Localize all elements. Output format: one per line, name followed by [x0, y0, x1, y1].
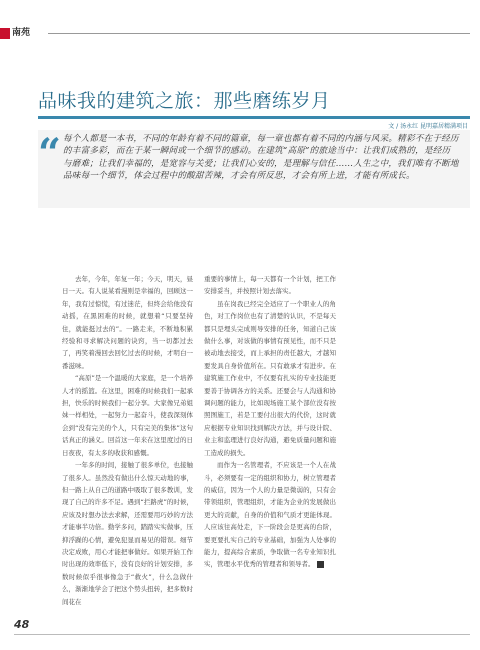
body-column-left	[62, 273, 193, 608]
body-paragraph: 去年，今年，年复一年；今天，明天，昼日一天。有人说某看漫则是幸福的，回顾这一年，我有过惊慌，有过迷茫，但终会给他没有动摇，在黑困难的时候，就想着“只要坚持住，就能挺过去的”。一路走来，不断地积累经验和寻求解决问题的诀窍，当一切都过去了，再笑着漫回去回忆过去的时候，才明白一番滋味。	[62, 275, 193, 370]
lead-paragraph: 每个人都是一本书，不同的年龄有着不同的篇章，每一章也都有着不同的内涵与风采。精彩不在于经历的丰富多彩，而在于某一瞬间或一个细节的感动。在建筑“高原”的旅途当中：让我们成熟的，是经历与磨难；让我们幸福的，是宽容与关爱；让我们心安的，是理解与信任……人生之中，我们唯有不断地品味每一个细节，体会过程中的酸甜苦辣，才会有所反思，才会有所上进，才能有所成长。	[63, 134, 459, 182]
body-paragraph: 重要的事情上，每一天都有一个计划，把工作安排妥当，并按照计划去落实。	[204, 275, 336, 296]
header-rule	[48, 33, 470, 34]
footer-rule	[14, 634, 470, 635]
end-of-article-icon: 4	[317, 561, 324, 568]
section-tag: 南苑	[12, 28, 31, 38]
body-paragraph: “高原”是一个温暖的大家庭，是一个培养人才的摇篮。在这里，困难的时候我们一起承担，快乐的时候我们一起分享。大家像兄弟姐妹一样相处，一起努力一起奋斗，使我深刻体会到“没有完美的个人，只有完美的集体”这句话真正的涵义。回首这一年来在这里度过的日日夜夜，有太多的收获和感慨。	[62, 374, 193, 457]
body-paragraph: 一年多的时间，接触了很多单位，也接触了很多人。虽然没有做出什么惊天动地的事，但一路上从自己的道路中吸取了很多教训，发现了自己的许多不足。遇到“拦路虎”的时候，应该及时想办法去求解，还需要用巧妙的方法才能事半功倍。勤学多问，踏踏实实做事，压抑浮躁的心情，避免犯显而易见的错误。细节决定成败，用心才能把事做好。如果开始工作时出现的效率低下，没有良好的计划安排，多数时候似乎很事像急于“救火”，什么急做什么，渐渐地学会了把这个势头扭转，把多数时间花在	[62, 461, 193, 606]
open-quote-icon: “	[38, 130, 62, 177]
body-paragraph	[204, 459, 336, 571]
body-paragraph: 虽在岗我已经完全适应了一个职业人的角色，对工作岗位也有了清楚的认识，不是每天都只是埋头完成则导安排的任务，知道自己该做什么事，对该做的事情有预见性，而不只是被动地去接受，而上承担的责任越大，才越知要发具自身价值所在。只有敢承才有进步。在建筑施工作业中，不仅要有扎实的专业技能更要善于协调各方的关系。还要会与人沟通和协调问题的能力，比如现场施工某个部位没有按照图施工，若是工要付出很大的代价，这时就应根据专业知识找到解决方法，并与设计院、业主和监理进行良好沟通，避免质量问题和施工造成的损失。	[204, 299, 336, 457]
page-number: 48	[14, 618, 30, 631]
body-column-right	[204, 273, 336, 571]
section-marker-bar	[0, 28, 10, 39]
article-title: 品味我的建筑之旅：那些磨练岁月	[38, 90, 331, 112]
body-paragraph-text: 而作为一名管理者，不应该是一个人在战斗，必须要有一定的组织和协力，树立管理者的威信，因为一个人的力量是微弱的，只有会带领组织，管理组织，才能为企业的发展做出更大的贡献，自身的价值和气质才更能体现。人应该往高处走，下一阶段会是更高的台阶，要更要扎实自己的专业基础，加强为人处事的能力，提高综合素质，争取做一名专业知识扎实，管理水平优秀的管理者和领导者。	[204, 461, 336, 569]
author-byline: 文 / 汤永红 昆明嘉居精满项目	[388, 123, 468, 130]
title-rule	[38, 116, 470, 119]
